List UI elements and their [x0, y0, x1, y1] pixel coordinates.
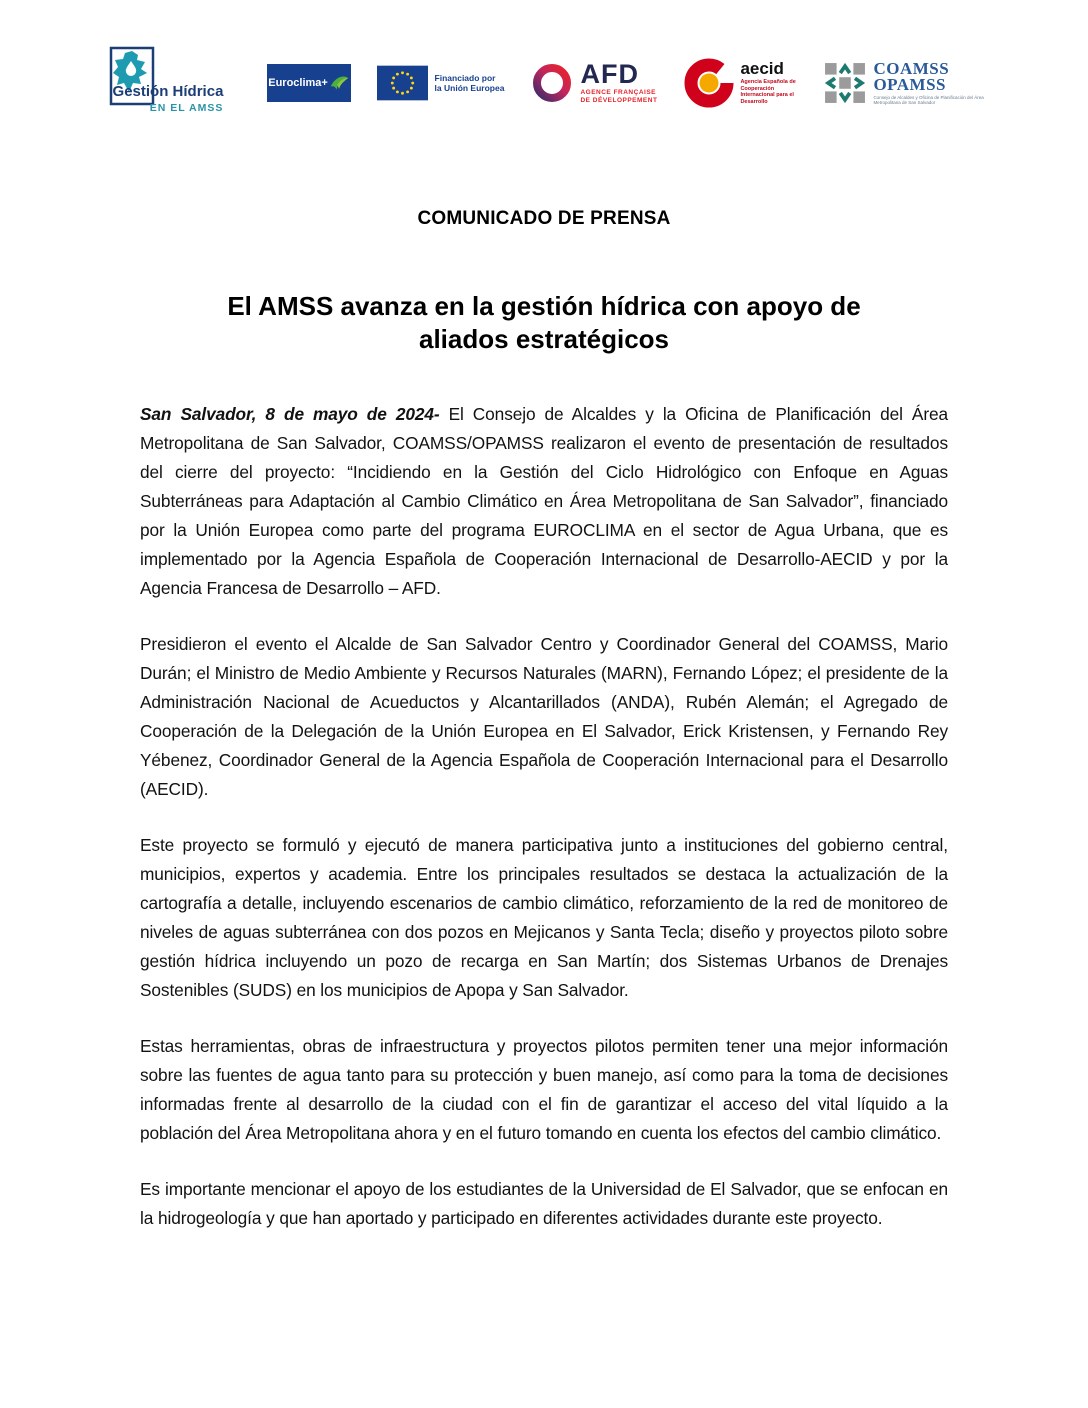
eu-funding-logo: [377, 65, 505, 101]
paragraph-1-text: El Consejo de Alcaldes y la Oficina de Planificación del Área Metropolitana de San Salvador, COAMSS/OPAMSS realizaron el evento de presentación de resultados del cierre del proyecto: “Incidiendo en la Gestión del Ciclo Hidrológico con Enfoque en Aguas Subterráneas para Adaptación al Cambio Climático en Área Metropolitana de San Salvador”, financiado por la Unión Europea como parte del programa EUROCLIMA en el sector de Agua Urbana, que es implementado por la Agencia Española de Cooperación Internacional de Desarrollo-AECID y por la Agencia Francesa de Desarrollo – AFD.: [140, 404, 949, 598]
document-body: [140, 400, 948, 1233]
gestion-hidrica-logo: [103, 46, 241, 120]
eu-funding-caption-line1: Financiado por: [434, 73, 496, 83]
paragraph-2: Presidieron el evento el Alcalde de San Salvador Centro y Coordinador General del COAMSS, Mario Durán; el Ministro de Medio Ambiente y Recursos Naturales (MARN), Fernando López; el presidente de la Administración Nacional de Acueductos y Alcantarillados (ANDA), Rubén Alemán; el Agregado de Cooperación de la Delegación de la Unión Europea en El Salvador, Erick Kristensen, y Fernando Rey Yébenez, Coordinador General de la Agencia Española de Cooperación Internacional para el Desarrollo (AECID).: [140, 634, 948, 799]
aecid-wordmark: [740, 61, 798, 105]
eu-funding-caption-line2: la Unión Europea: [434, 83, 505, 93]
headline: El AMSS avanza en la gestión hídrica con apoyo de aliados estratégicos: [227, 291, 861, 354]
paragraph-5: Es importante mencionar el apoyo de los estudiantes de la Universidad de El Salvador, que se enfocan en la hidrogeología y que han aportado y participado en diferentes actividades durante este proyecto.: [140, 1179, 948, 1228]
afd-subtitle: [580, 89, 657, 105]
aecid-acronym: aecid: [740, 59, 784, 78]
afd-subtitle-line2: DE DÉVELOPPEMENT: [580, 97, 658, 104]
document-type-title: COMUNICADO DE PRENSA: [417, 208, 671, 229]
paragraph-4: Estas herramientas, obras de infraestructura y proyectos pilotos permiten tener una mejor información sobre las fuentes de agua tanto para su protección y buen manejo, así como para la toma de decisiones informadas frente al desarrollo de la ciudad con el fin de garantizar el acceso del vital líquido a la población del Área Metropolitana ahora y en el futuro tomando en cuenta los efectos del cambio climático.: [140, 1036, 948, 1143]
aecid-c-icon: [683, 57, 735, 109]
aecid-logo: [683, 57, 798, 109]
euroclima-logo: [267, 64, 351, 102]
afd-logo: [530, 61, 657, 105]
coamss-tagline: Consejo de Alcaldes y Oficina de Planificación del Área Metropolitana de San Salvador: [873, 95, 984, 105]
euroclima-wordmark: Euroclima+: [268, 77, 328, 89]
paragraph-3: Este proyecto se formuló y ejecutó de manera participativa junto a instituciones del gobierno central, municipios, expertos y academia. Entre los principales resultados se destaca la actualización de la cartografía a detalle, incluyendo escenarios de cambio climático, reforzamiento de la red de monitoreo de niveles de aguas subterránea con dos pozos en Mejicanos y Santa Tecla; diseño y proyectos piloto sobre gestión hídrica incluyendo un pozo de recarga en San Martín; dos Sistemas Urbanos de Drenajes Sostenibles (SUDS) en los municipios de Apopa y San Salvador.: [140, 835, 948, 1000]
opamss-line: OPAMSS: [873, 75, 947, 94]
afd-acronym: AFD: [580, 59, 639, 89]
coamss-line: COAMSS: [873, 59, 950, 78]
dateline: San Salvador, 8 de mayo de 2024-: [140, 404, 440, 424]
eu-funding-caption: [435, 73, 505, 93]
euroclima-leaf-icon: [329, 73, 349, 93]
eu-flag-icon: [377, 65, 428, 101]
aecid-subtitle: Agencia Española de Cooperación Internacional para el Desarrollo: [740, 79, 796, 105]
coamss-wordmark: [873, 61, 985, 105]
coamss-opamss-logo: [824, 61, 985, 105]
afd-ring-icon: [530, 61, 574, 105]
afd-subtitle-line1: AGENCE FRANÇAISE: [580, 89, 656, 96]
gestion-hidrica-wordmark: [113, 83, 224, 114]
coamss-grid-icon: [824, 62, 866, 104]
paragraph-1: [140, 400, 948, 603]
afd-wordmark: [580, 61, 657, 105]
logo-bar: [0, 46, 1088, 120]
gestion-hidrica-title: Gestión Hídrica: [112, 83, 224, 100]
gestion-hidrica-subtitle: EN EL AMSS: [149, 102, 224, 114]
